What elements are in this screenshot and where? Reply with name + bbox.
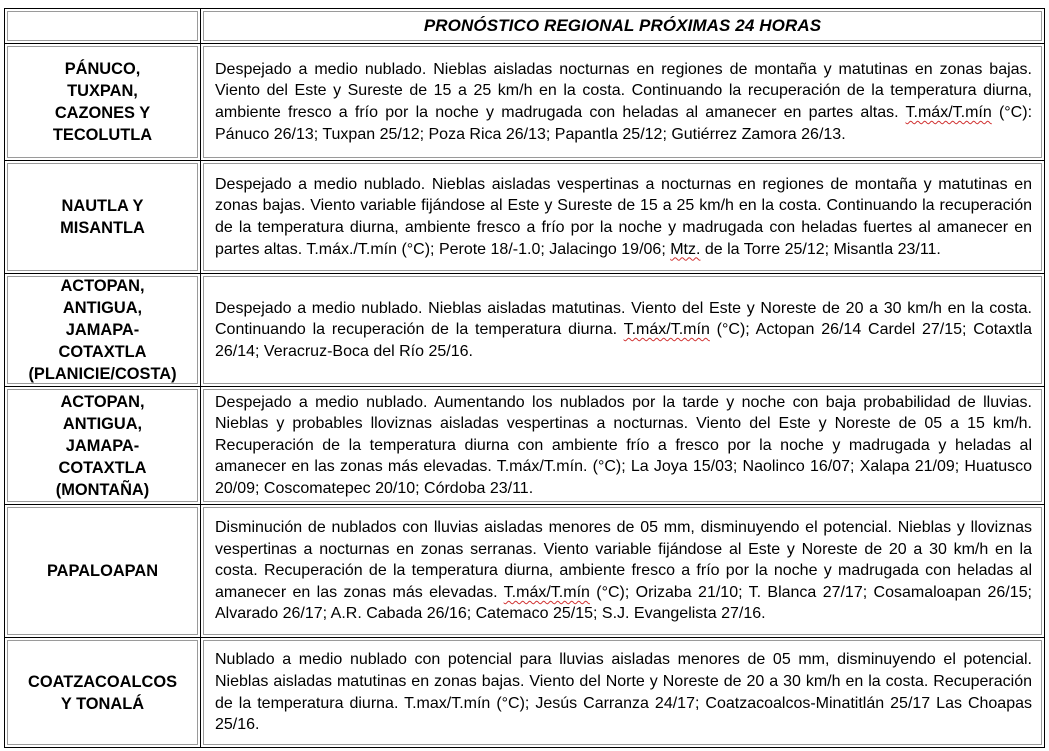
forecast-cell xyxy=(201,638,1045,748)
forecast-table-frame xyxy=(4,8,1044,748)
region-cell xyxy=(5,44,201,161)
forecast-cell xyxy=(201,387,1045,505)
region-name: NAUTLA Y MISANTLA xyxy=(60,197,145,237)
header-empty-cell xyxy=(5,9,201,44)
table-row xyxy=(5,638,1045,748)
table-row xyxy=(5,387,1045,505)
table-row xyxy=(5,44,1045,161)
region-name: PÁNUCO, TUXPAN, CAZONES Y TECOLUTLA xyxy=(52,60,153,144)
table-header-row xyxy=(5,9,1045,44)
forecast-text: Disminución de nublados con lluvias aisladas menores de 05 mm, disminuyendo el potencial. Nieblas y lloviznas vespertinas a nocturnas en zonas serranas. Viento variable fijándose al Este y Noreste de 20 a 30 km/h en la costa. Recuperación de la temperatura diurna, ambiente fresco a frío por la noche y madrugada con heladas al amanecer en las zonas más elevadas. T.máx/T.mín (°C); Orizaba 21/10; T. Blanca 27/17; Cosamaloapan 26/15; Alvarado 26/17; A.R. Cabada 26/16; Catemaco 25/15; S.J. Evangelista 27/16. xyxy=(215,519,1032,623)
forecast-text: Despejado a medio nublado. Nieblas aisladas vespertinas a nocturnas en regiones de montaña y matutinas en zonas bajas. Viento variable fijándose al Este y Sureste de 15 a 25 km/h en la costa. Continuando la recuperación de la temperatura diurna, ambiente fresco a frío por la noche y madrugada con heladas fuertes al amanecer en partes altas. T.máx./T.mín (°C); Perote 18/-1.0; Jalacingo 19/06; Mtz. de la Torre 25/12; Misantla 23/11. xyxy=(215,175,1032,258)
forecast-cell xyxy=(201,274,1045,387)
region-name: ACTOPAN, ANTIGUA, JAMAPA- COTAXTLA (MONTAÑA) xyxy=(55,392,150,499)
forecast-cell xyxy=(201,161,1045,274)
header-title-cell xyxy=(201,9,1045,44)
table-title: PRONÓSTICO REGIONAL PRÓXIMAS 24 HORAS xyxy=(423,16,822,35)
region-name: COATZACOALCOS Y TONALÁ xyxy=(27,672,178,713)
forecast-table xyxy=(4,8,1045,748)
region-cell xyxy=(5,161,201,274)
table-row xyxy=(5,161,1045,274)
forecast-text: Despejado a medio nublado. Nieblas aisladas matutinas. Viento del Este y Noreste de 20 a 30 km/h en la costa. Continuando la recuperación de la temperatura diurna. T.máx/T.mín (°C); Actopan 26/14 Cardel 27/15; Cotaxtla 26/14; Veracruz-Boca del Río 25/16. xyxy=(215,299,1033,360)
table-row xyxy=(5,274,1045,387)
forecast-text: Nublado a medio nublado con potencial para lluvias aisladas menores de 05 mm, disminuyendo el potencial. Nieblas aisladas matutinas en zonas bajas. Viento del Norte y Noreste de 20 a 30 km/h en la costa. Recuperación de la temperatura diurna. T.max/T.mín (°C); Jesús Carranza 24/17; Coatzacoalcos-Minatitlán 25/17 Las Choapas 25/16. xyxy=(215,651,1032,734)
region-cell xyxy=(5,274,201,387)
forecast-text: Despejado a medio nublado. Aumentando los nublados por la tarde y noche con baja probabilidad de lluvias. Nieblas y probables lloviznas aisladas vespertinas a nocturnas. Viento del Este y Noreste de 05 a 15 km/h. Recuperación de la temperatura diurna con ambiente frío a fresco por la noche y madrugada y heladas al amanecer en las zonas más elevadas. T.máx/T.mín. (°C); La Joya 15/03; Naolinco 16/07; Xalapa 21/09; Huatusco 20/09; Coscomatepec 20/10; Córdoba 23/11. xyxy=(215,393,1032,497)
forecast-text: Despejado a medio nublado. Nieblas aisladas nocturnas en regiones de montaña y matutinas en zonas bajas. Viento del Este y Sureste de 15 a 25 km/h en la costa. Continuando la recuperación de la temperatura diurna, ambiente fresco a frío por la noche y madrugada con heladas al amanecer en partes altas. T.máx/T.mín (°C): Pánuco 26/13; Tuxpan 25/12; Poza Rica 26/13; Papantla 25/12; Gutiérrez Zamora 26/13. xyxy=(215,60,1033,143)
region-cell xyxy=(5,505,201,638)
region-name: ACTOPAN, ANTIGUA, JAMAPA- COTAXTLA (PLANICIE/COSTA) xyxy=(28,277,177,383)
forecast-cell xyxy=(201,44,1045,161)
region-name: PAPALOAPAN xyxy=(46,562,159,580)
table-row xyxy=(5,505,1045,638)
forecast-cell xyxy=(201,505,1045,638)
region-cell xyxy=(5,387,201,505)
region-cell xyxy=(5,638,201,748)
